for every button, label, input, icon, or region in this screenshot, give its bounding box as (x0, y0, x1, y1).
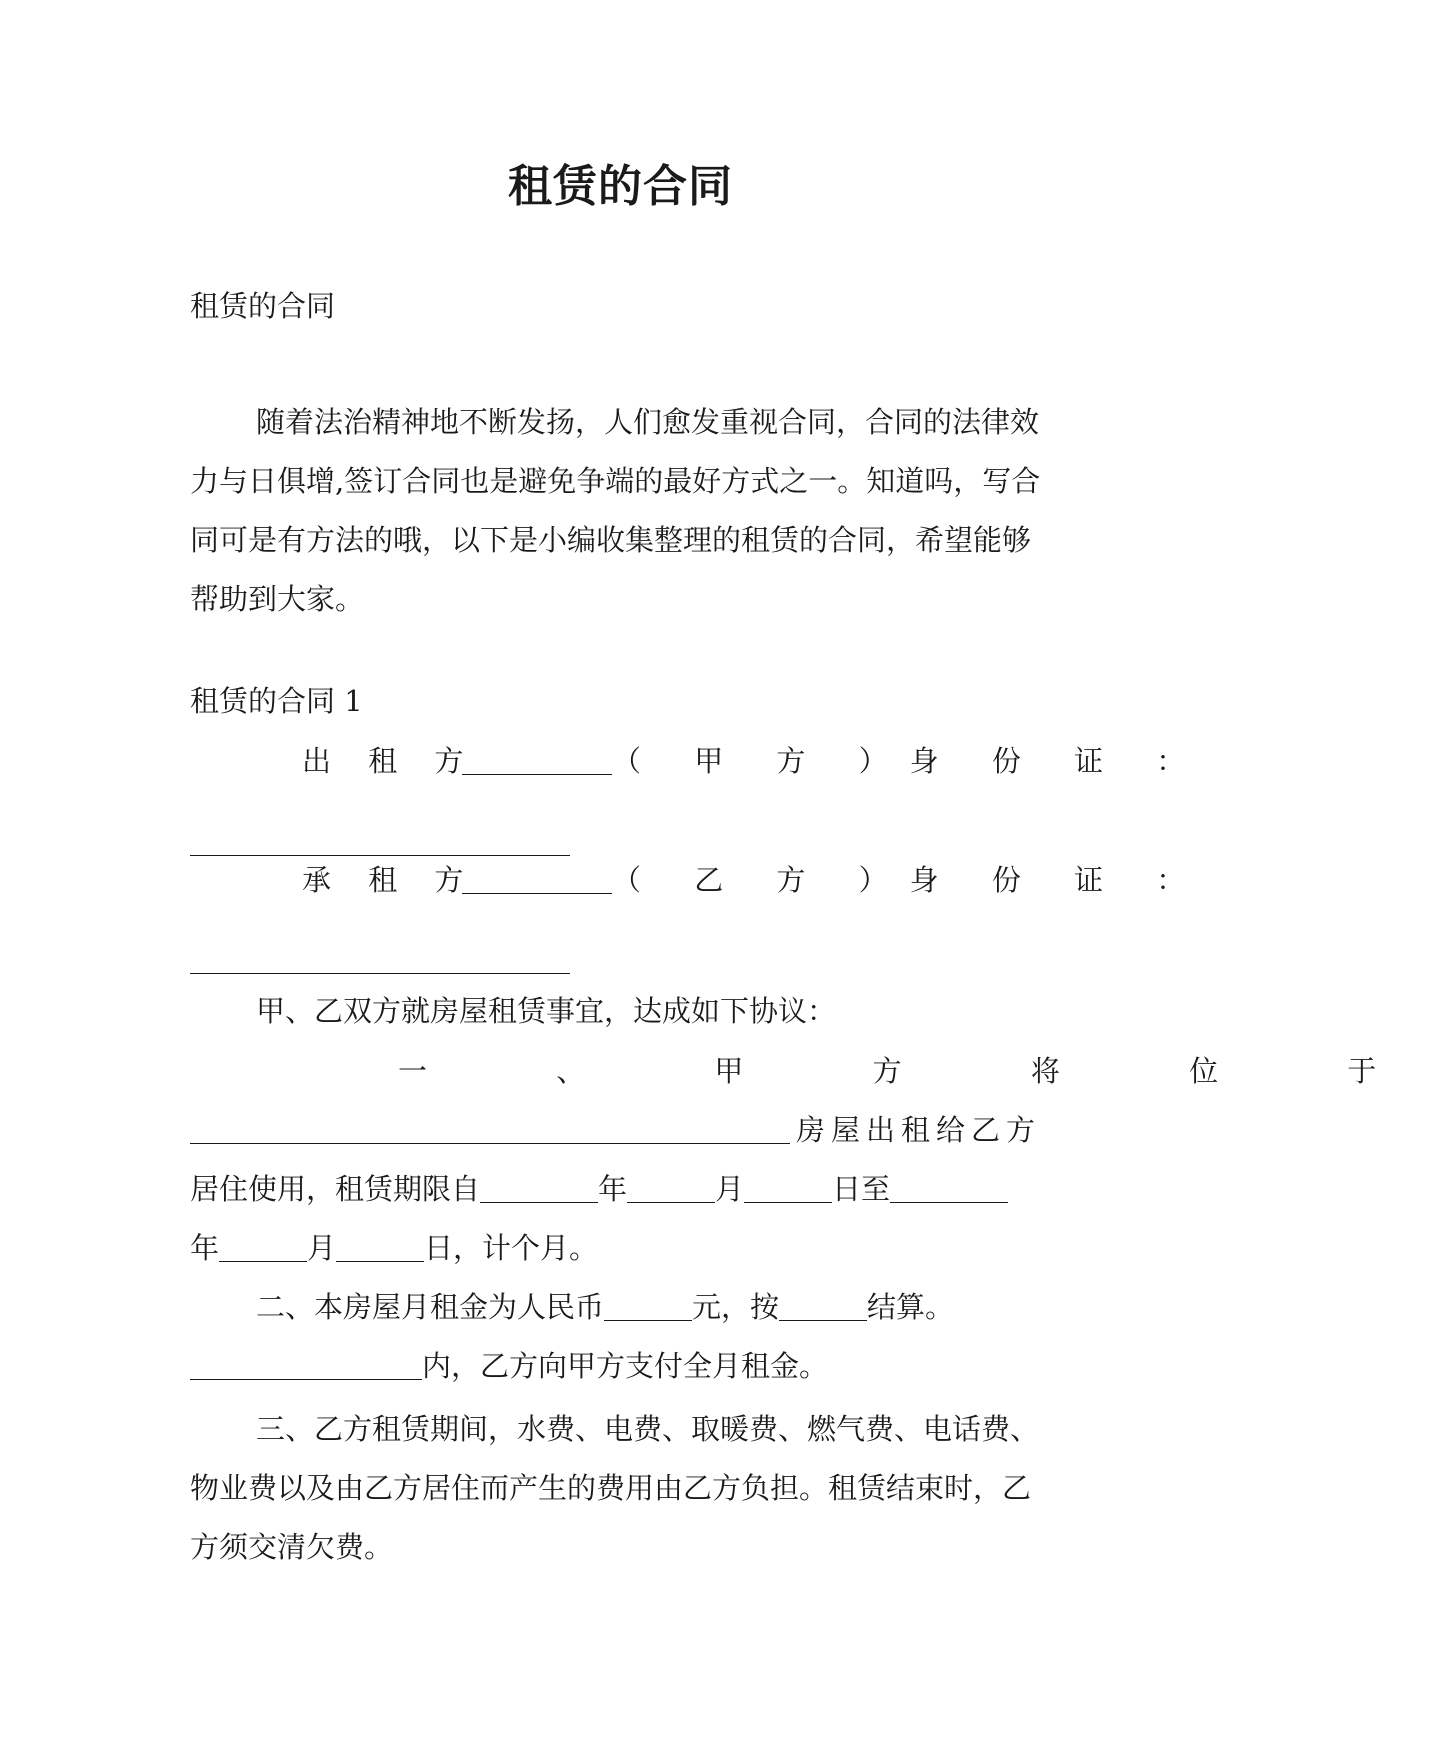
contract-heading: 租赁的合同 1 (190, 684, 363, 718)
agreement-text: 甲、乙双方就房屋租赁事宜，达成如下协议： (256, 994, 837, 1028)
clause1-address-blank (190, 1114, 790, 1144)
clause2-line-b (190, 1346, 1056, 1386)
lessor-line (302, 741, 1208, 781)
end-year-blank (890, 1173, 1008, 1203)
clause1-line-c (190, 1169, 1056, 1209)
lessee-party: （ 乙 方 ）身 份 证 ： (612, 863, 1208, 897)
lessor-id-blank (190, 855, 570, 856)
clause2-payment: 内，乙方向甲方支付全月租金。 (422, 1349, 829, 1383)
start-month-blank (627, 1173, 715, 1203)
lessee-blank (462, 864, 612, 894)
day-to-label: 日至 (832, 1172, 891, 1206)
rent-amount-blank (604, 1291, 692, 1321)
clause2-rent: 二、本房屋月租金为人民币 (256, 1290, 605, 1324)
intro-paragraph: 随着法治精神地不断发扬，人们愈发重视合同，合同的法律效力与日俱增,签订合同也是避免争端的最好方式之一。知道吗，写合同可是有方法的哦，以下是小编收集整理的租赁的合同，希望能够帮助到大家。 (190, 405, 1041, 616)
settle-period-blank (779, 1291, 867, 1321)
lessor-blank (462, 745, 612, 775)
payment-time-blank (190, 1350, 422, 1380)
clause2-settle: 结算。 (867, 1290, 955, 1324)
lessor-label: 出 租 方 (302, 744, 478, 778)
end-month-blank (219, 1232, 307, 1262)
start-day-blank (744, 1173, 832, 1203)
document-subtitle: 租赁的合同 (190, 289, 336, 323)
clause1-line-d (190, 1228, 1056, 1268)
start-year-blank (480, 1173, 598, 1203)
end-day-blank (336, 1232, 424, 1262)
lessor-party: （ 甲 方 ）身 份 证 ： (612, 744, 1208, 778)
end-year-label: 年 (190, 1231, 220, 1265)
start-year-label: 年 (598, 1172, 628, 1206)
document-title: 租赁的合同 (508, 161, 733, 212)
clause2-line-a (256, 1287, 1056, 1327)
clause1-end: 日，计个月。 (424, 1231, 599, 1265)
lessee-line (302, 860, 1208, 900)
clause3-paragraph: 三、乙方租赁期间，水费、电费、取暖费、燃气费、电话费、物业费以及由乙方居住而产生的费用由乙方负担。租赁结束时，乙方须交清欠费。 (190, 1412, 1040, 1564)
clause1-term-from: 居住使用，租赁期限自 (190, 1172, 481, 1206)
clause1-line-a: 一 、 甲 方 将 位 于 (398, 1054, 1436, 1088)
clause1-line-b (190, 1110, 1056, 1150)
start-month-label: 月 (715, 1172, 745, 1206)
clause2-yuan: 元，按 (692, 1290, 780, 1324)
lessee-label: 承 租 方 (302, 863, 478, 897)
clause1-rent-out: 房屋出租给乙方 (796, 1113, 1042, 1147)
lessee-id-blank (190, 973, 570, 974)
end-month-label: 月 (307, 1231, 337, 1265)
